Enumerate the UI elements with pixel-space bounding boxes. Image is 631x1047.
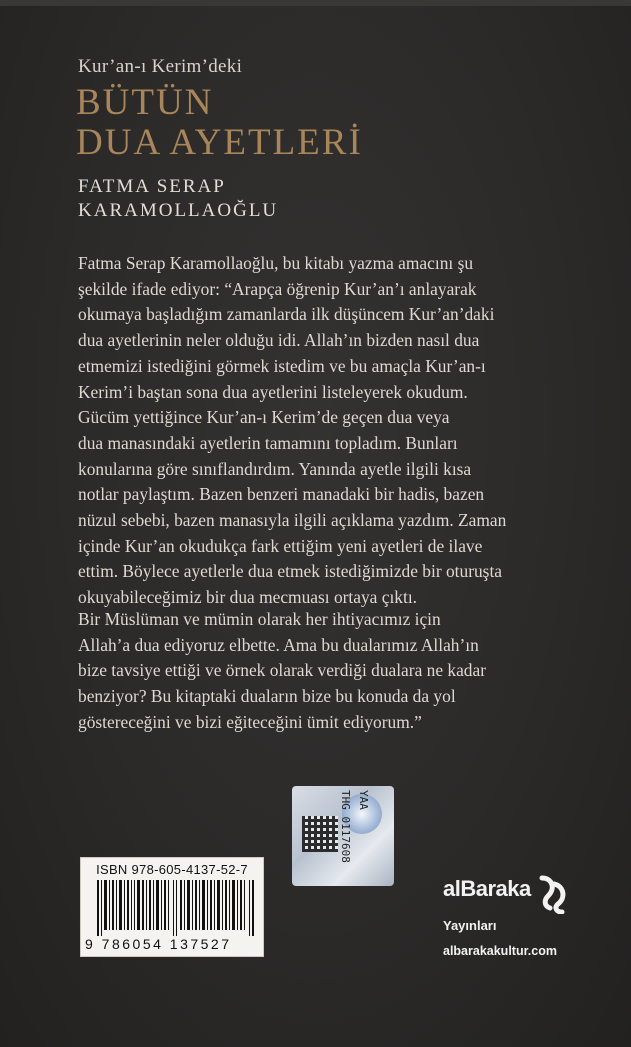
publisher-website: albarakakultur.com [443,944,557,958]
publisher-brand: alBaraka [443,876,531,901]
author-name-line-1: FATMA SERAP [78,176,226,197]
barcode-label [80,857,264,957]
blurb-paragraph-1 [78,251,568,611]
blurb-line: nüzul sebebi, bazen manasıyla ilgili açıklama yazdım. Zaman [78,510,507,531]
publisher-logo [443,876,531,933]
blurb-line: ettim. Böylece ayetlerle dua etmek istediğimizde bir oturuşta [78,561,502,582]
publisher-subtitle: Yayınları [443,918,497,933]
barcode-icon [97,880,257,936]
blurb-line: bize tavsiye ettiği ve örnek olarak verdiği dualara ne kadar [78,660,487,681]
sticker-code-2: YAA [357,790,370,810]
sticker-code: THG 0117608 [339,790,352,863]
hologram-sticker [292,786,394,886]
blurb-line: şekilde ifade ediyor: “Arapça öğrenip Kur’an’ı anlayarak [78,278,477,299]
blurb-line: Fatma Serap Karamollaoğlu, bu kitabı yazma amacını şu [78,253,474,273]
blurb-line: Kerim’i baştan sona dua ayetlerini listeleyerek okudum. [78,381,468,402]
barcode-digits: 9 786054 137527 [85,936,232,952]
albaraka-mark-icon [536,874,570,914]
author-name-line-2: KARAMOLLAOĞLU [78,200,279,221]
blurb-line: Allah’a dua ediyoruz elbette. Ama bu dualarımız Allah’ın [78,634,479,655]
blurb-line: dua ayetlerinin neler olduğu idi. Allah’ın bizden nasıl dua [78,330,480,351]
blurb-paragraph-2 [78,607,568,736]
blurb-line: notlar paylaştım. Bazen benzeri manadaki bir hadis, bazen [78,484,485,505]
top-edge [0,0,631,6]
book-title-line-1: BÜTÜN [76,82,214,123]
blurb-line: göstereceğini ve bizi eğiteceğini ümit ediyorum.” [78,711,422,732]
blurb-line: konularına göre sınıflandırdım. Yanında ayetle ilgili kısa [78,458,472,479]
blurb-line: dua manasındaki ayetlerin tamamını topladım. Bunları [78,432,458,453]
book-subtitle: Kur’an-ı Kerim’deki [78,56,243,77]
blurb-line: içinde Kur’an okudukça fark ettiğim yeni ayetleri de ilave [78,535,483,556]
blurb-line: Gücüm yettiğince Kur’an-ı Kerim’de geçen dua veya [78,407,450,428]
blurb-line: okumaya başladığım zamanlarda ilk düşüncem Kur’an’daki [78,304,495,325]
blurb-line: etmemizi istediğini görmek istedim ve bu amaçla Kur’an-ı [78,355,486,376]
blurb-line: Bir Müslüman ve mümin olarak her ihtiyacımız için [78,609,441,629]
qr-code-icon [302,816,338,852]
blurb-line: okuyabileceğimiz bir dua mecmuası ortaya çıktı. [78,587,417,608]
book-title-line-2: DUA AYETLERİ [76,122,363,163]
isbn-number: ISBN 978-605-4137-52-7 [96,862,248,877]
blurb-line: benziyor? Bu kitaptaki duaların bize bu konuda da yol [78,686,456,707]
